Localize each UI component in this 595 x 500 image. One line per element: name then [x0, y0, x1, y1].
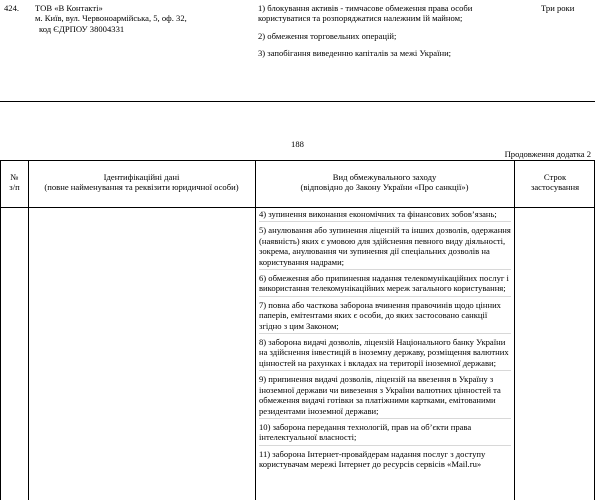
measure-item: 5) анулювання або зупинення ліцензій та інших дозволів, одержання (наявність) яких є умовою для здійснення певного виду діяльності, зокрема, анулювання чи зупинення дії спеціальних дозволів на користування надрами; — [259, 225, 511, 270]
header-divider — [1, 207, 594, 208]
measure-item: 10) заборона передання технологій, прав на об’єкти права інтелектуальної власності; — [259, 422, 511, 446]
header-identification-line: (повне найменування та реквізити юридичної особи) — [44, 182, 239, 193]
measure-item: 11) заборона Інтернет-провайдерам надання послуг з доступу користувачам мережі Інтернет до ресурсів сервісів «Mail.ru» — [259, 448, 486, 470]
column-divider — [28, 161, 29, 500]
header-number — [1, 172, 28, 193]
entry-number: 424. — [4, 3, 20, 13]
header-number-line: № — [10, 172, 19, 182]
measure-item: 8) заборона видачі дозволів, ліцензій Національного банку України на здійснення інвестицій в іноземну державу, розміщення валютних цінностей на рахунках і вкладах на території іноземної держави; — [259, 337, 511, 371]
header-term — [514, 172, 595, 193]
entity-address: м. Київ, вул. Червоноармійська, 5, оф. 32, — [35, 13, 187, 24]
measure-item: 1) блокування активів - тимчасове обмеження права особи користуватися та розпоряджатися належним їй майном; — [258, 3, 473, 24]
measure-item: 2) обмеження торговельних операцій; — [258, 30, 397, 41]
entity-details — [35, 3, 235, 34]
column-divider — [514, 161, 515, 500]
header-measure-type — [255, 172, 514, 193]
sanctions-table — [0, 160, 595, 500]
continuation-note: Продовження додатка 2 — [504, 149, 591, 159]
measures-list — [259, 209, 511, 475]
header-identification — [28, 172, 255, 193]
entity-code: код ЄДРПОУ 38004331 — [39, 23, 125, 34]
header-identification-line: Ідентифікаційні дані — [103, 172, 180, 182]
top-measures-list — [258, 3, 508, 66]
measure-item: 4) зупинення виконання економічних та фінансових зобов’язань; — [259, 209, 511, 222]
table-bottom-rule — [0, 101, 595, 102]
entry-term: Три роки — [541, 3, 575, 13]
header-term-line: застосування — [530, 182, 580, 193]
measure-item: 3) запобігання виведенню капіталів за межі України; — [258, 48, 452, 59]
page-number: 188 — [291, 139, 304, 149]
header-term-line: Строк — [543, 172, 567, 182]
column-divider — [255, 161, 256, 500]
measure-item: 6) обмеження або припинення надання телекомунікаційних послуг і використання телекомунікаційних мереж загального користування; — [259, 273, 511, 297]
measure-item: 7) повна або часткова заборона вчинення правочинів щодо цінних паперів, емітентами яких є особи, до яких застосовано санкції згідно з цим Законом; — [259, 300, 511, 334]
entity-name: ТОВ «В Контакті» — [35, 3, 103, 13]
measure-item: 9) припинення видачі дозволів, ліцензій на ввезення в Україну з іноземної держави чи вивезення з України валютних цінностей та обмеження видачі готівки за платіжними картками, емітованими резидентами іноземної держави; — [259, 374, 511, 419]
header-measure-line: (відповідно до Закону України «Про санкції») — [300, 182, 469, 193]
header-measure-line: Вид обмежувального заходу — [332, 172, 437, 182]
header-number-line: з/п — [9, 182, 20, 193]
